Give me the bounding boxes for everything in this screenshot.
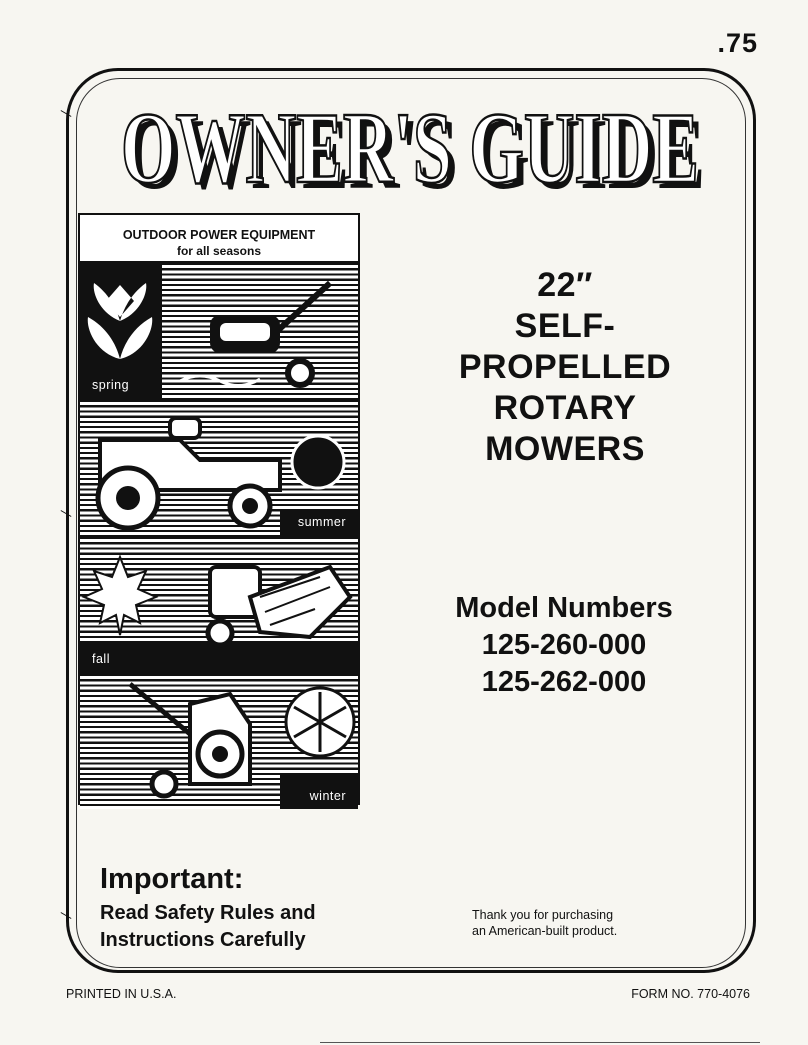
seasons-panel (78, 213, 360, 805)
safety-line-1: Read Safety Rules and (100, 902, 316, 924)
logo-shadow: OWNER'S GUIDE (127, 98, 705, 205)
maple-leaf-icon (84, 557, 156, 635)
model-number: 125-262-000 (481, 666, 647, 698)
season-label-fall: fall (88, 652, 114, 666)
safety-line-2: Instructions Carefully (100, 929, 306, 951)
logo-text: OWNER'S GUIDE (121, 92, 699, 205)
panel-subheading: for all seasons (176, 244, 262, 258)
thank-you-note (472, 907, 617, 939)
season-label-summer: summer (294, 515, 350, 529)
thank-you-line-1: Thank you for purchasing (472, 908, 614, 922)
sun-icon (292, 436, 344, 488)
model-numbers-label: Model Numbers (455, 592, 673, 624)
season-label-winter: winter (306, 789, 350, 803)
model-numbers (424, 590, 704, 701)
price-label: .75 (717, 28, 758, 58)
important-title: Important: (100, 863, 244, 895)
season-spring (80, 263, 358, 400)
product-line-4: MOWERS (485, 430, 645, 468)
product-heading (440, 265, 690, 470)
season-label-spring: spring (88, 378, 133, 392)
owners-guide-logo (110, 80, 710, 205)
product-line-3: ROTARY (493, 389, 637, 427)
safety-instructions (100, 900, 316, 954)
season-fall (80, 537, 358, 674)
product-line-1: SELF- (514, 307, 616, 345)
season-winter (80, 674, 358, 809)
panel-heading: OUTDOOR POWER EQUIPMENT (122, 228, 316, 242)
form-number: FORM NO. 770-4076 (631, 987, 750, 1001)
model-number: 125-260-000 (481, 629, 647, 661)
season-summer (80, 400, 358, 537)
thank-you-line-2: an American-built product. (472, 924, 618, 938)
printed-in-label: PRINTED IN U.S.A. (66, 987, 177, 1001)
panel-header (80, 215, 358, 263)
bottom-rule (320, 1042, 760, 1043)
product-size: 22″ (537, 266, 593, 304)
product-line-2: PROPELLED (458, 348, 672, 386)
